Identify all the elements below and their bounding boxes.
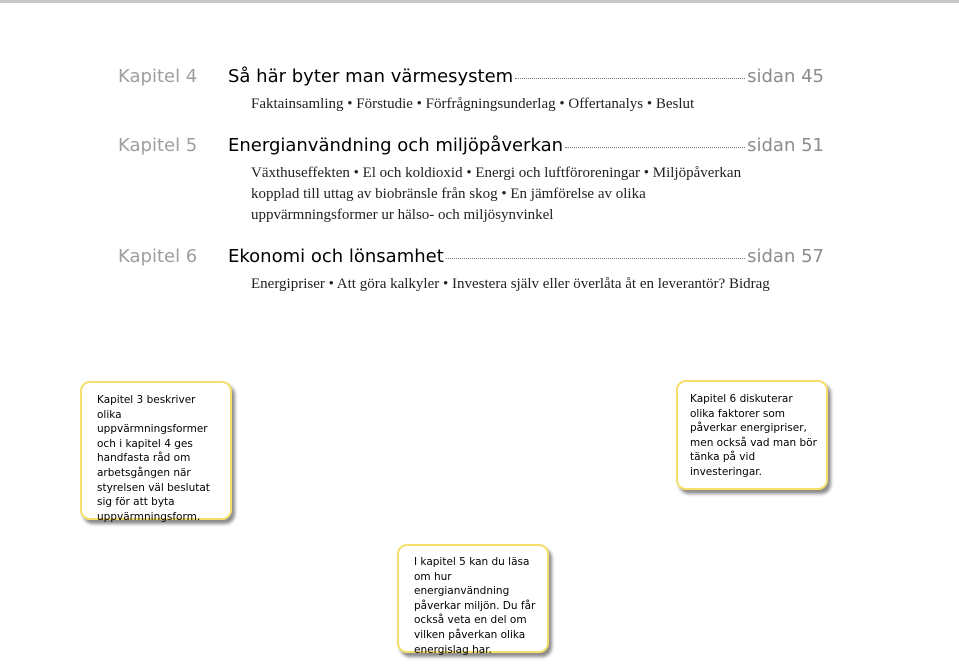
chapter-description: Växthuseffekten • El och koldioxid • Energi och luftföroreningar • Miljöpåverkan kopplad till uttag av biobränsle från skog • En jämförelse av olika uppvärmningsformer ur hälso- och miljösynvinkel bbox=[251, 165, 742, 223]
dot-leader bbox=[446, 258, 745, 259]
top-rule bbox=[0, 0, 959, 3]
chapter-label: Kapitel 5 bbox=[118, 135, 198, 156]
dot-leader bbox=[565, 147, 745, 148]
note-kapitel-6: Kapitel 6 diskuterar olika faktorer som påverkar energipriser, men också vad man bör tänka på vid investeringar. bbox=[676, 380, 828, 490]
dot-leader bbox=[515, 78, 745, 79]
chapter-label: Kapitel 4 bbox=[118, 66, 198, 87]
chapter-title[interactable]: Energianvändning och miljöpåverkan bbox=[228, 135, 564, 156]
chapter-page[interactable]: sidan 45 bbox=[747, 66, 824, 87]
chapter-description: Energipriser • Att göra kalkyler • Investera själv eller överlåta åt en leverantör? Bidrag bbox=[251, 276, 770, 292]
chapter-title[interactable]: Ekonomi och lönsamhet bbox=[228, 246, 444, 267]
chapter-heading-row[interactable] bbox=[228, 66, 824, 90]
chapter-title[interactable]: Så här byter man värmesystem bbox=[228, 66, 514, 87]
chapter-label: Kapitel 6 bbox=[118, 246, 198, 267]
chapter-heading-row[interactable] bbox=[228, 135, 824, 159]
chapter-page[interactable]: sidan 57 bbox=[747, 246, 824, 267]
chapter-page[interactable]: sidan 51 bbox=[747, 135, 824, 156]
chapter-heading-row[interactable] bbox=[228, 246, 824, 270]
note-kapitel-3: Kapitel 3 beskriver olika uppvärmningsformer och i kapitel 4 ges handfasta råd om arbetsgången när styrelsen väl beslutat sig för att byta uppvärmningsform. bbox=[80, 381, 232, 520]
note-kapitel-5: I kapitel 5 kan du läsa om hur energianvändning påverkar miljön. Du får också veta en del om vilken påverkan olika energislag har. bbox=[397, 544, 549, 653]
chapter-description: Faktainsamling • Förstudie • Förfrågningsunderlag • Offertanalys • Beslut bbox=[251, 96, 695, 112]
